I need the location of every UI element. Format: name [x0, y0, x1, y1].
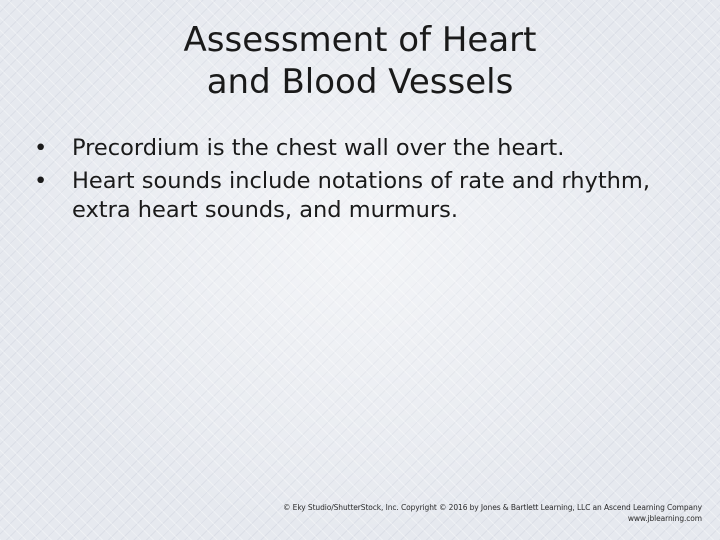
slide-title-line-2: and Blood Vessels: [206, 62, 514, 102]
bullet-list: [34, 134, 694, 229]
bullet-marker: •: [34, 168, 48, 194]
slide-title: [0, 19, 720, 103]
publisher-url: www.jblearning.com: [627, 514, 702, 523]
bullet-item-precordium: [34, 134, 694, 163]
slide-title-line-1: Assessment of Heart: [183, 20, 537, 60]
copyright-notice: [283, 502, 702, 524]
bullet-marker: •: [34, 135, 48, 161]
bullet-text: Precordium is the chest wall over the heart.: [72, 135, 565, 161]
copyright-line: © Eky Studio/ShutterStock, Inc. Copyright © 2016 by Jones & Bartlett Learning, LLC an Ascend Learning Company: [283, 503, 702, 512]
bullet-text: Heart sounds include notations of rate and rhythm, extra heart sounds, and murmurs.: [72, 168, 650, 223]
bullet-item-heart-sounds: [34, 167, 694, 225]
